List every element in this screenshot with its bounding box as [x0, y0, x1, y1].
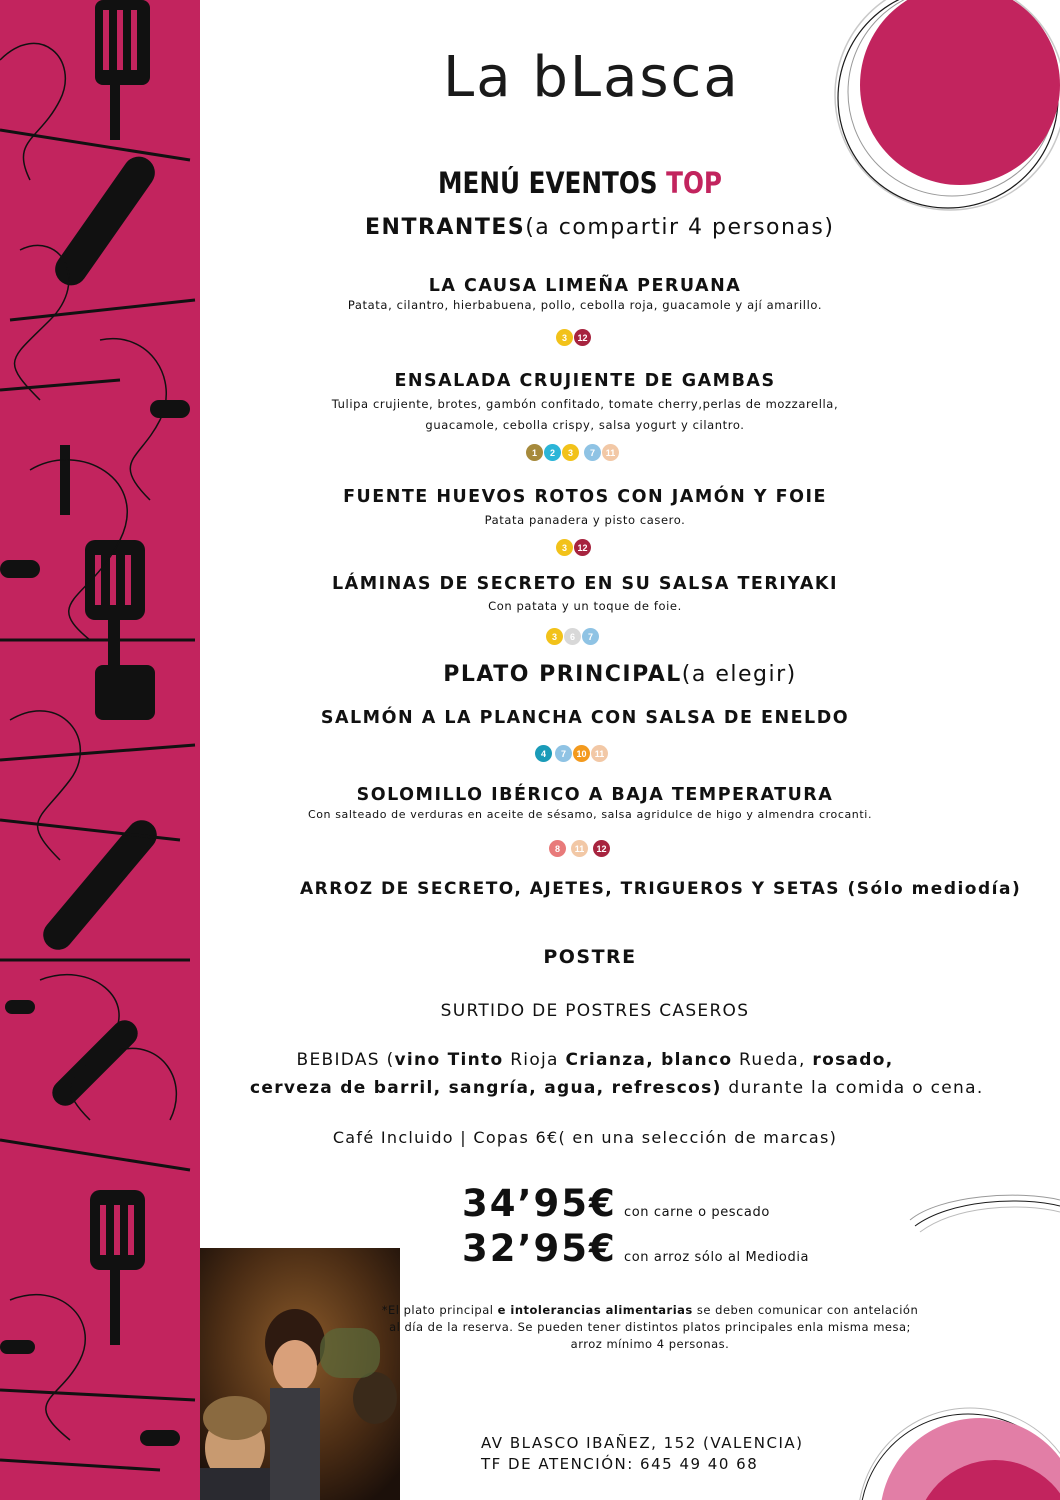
postre-heading: POSTRE	[543, 946, 637, 968]
price-note: con arroz sólo al Mediodia	[624, 1250, 810, 1265]
allergen-badges	[546, 628, 599, 645]
principal-heading: PLATO PRINCIPAL(a elegir)	[443, 662, 797, 687]
allergen-badge: 12	[593, 840, 610, 857]
address-line: AV BLASCO IBAÑEZ, 152 (VALENCIA)	[481, 1434, 804, 1452]
allergen-badge: 8	[549, 840, 566, 857]
entrantes-heading: ENTRANTES(a compartir 4 personas)	[365, 215, 835, 240]
phone-line: TF DE ATENCIÓN: 645 49 40 68	[481, 1455, 759, 1473]
dish-desc: Tulipa crujiente, brotes, gambón confitado, tomate cherry,perlas de mozzarella,	[331, 397, 839, 411]
dish-name: ENSALADA CRUJIENTE DE GAMBAS	[394, 371, 776, 391]
allergen-badge: 3	[556, 329, 573, 346]
footnote-line1: *El plato principal e intolerancias alimentarias se deben comunicar con antelación	[381, 1303, 919, 1317]
dish-desc: Con patata y un toque de foie.	[488, 599, 682, 613]
footnote-line2: al día de la reserva. Se pueden tener distintos platos principales enla misma mesa;	[389, 1320, 911, 1334]
dish-desc: guacamole, cebolla crispy, salsa yogurt y cilantro.	[425, 418, 745, 432]
allergen-badges	[556, 539, 591, 556]
allergen-badge: 3	[562, 444, 579, 461]
allergen-badge: 12	[574, 539, 591, 556]
dish-name: LA CAUSA LIMEÑA PERUANA	[428, 276, 742, 296]
allergen-badge: 11	[591, 745, 608, 762]
price-amount: 34’95€	[462, 1182, 617, 1225]
postre-item: SURTIDO DE POSTRES CASEROS	[440, 1001, 750, 1021]
price-note: con carne o pescado	[624, 1205, 770, 1220]
allergen-badge: 11	[602, 444, 619, 461]
menu-title: MENÚ EVENTOS TOP	[438, 166, 722, 200]
allergen-badges	[526, 444, 619, 461]
sidebar-pattern	[0, 0, 200, 1500]
bebidas-line1: BEBIDAS (vino Tinto Rioja Crianza, blanco Rueda, rosado,	[296, 1050, 894, 1070]
allergen-badge: 7	[582, 628, 599, 645]
dish-name: LÁMINAS DE SECRETO EN SU SALSA TERIYAKI	[332, 574, 838, 594]
title-accent: TOP	[666, 166, 722, 200]
allergen-badge: 12	[574, 329, 591, 346]
allergen-badge: 11	[571, 840, 588, 857]
address-block	[481, 1433, 821, 1475]
allergen-badge: 4	[535, 745, 552, 762]
allergen-badge: 7	[584, 444, 601, 461]
allergen-badge: 3	[546, 628, 563, 645]
allergen-badge: 3	[556, 539, 573, 556]
dish-name: ARROZ DE SECRETO, AJETES, TRIGUEROS Y SETAS (Sólo mediodía)	[300, 879, 1022, 899]
allergen-badges	[535, 745, 608, 762]
allergen-badge: 10	[573, 745, 590, 762]
dish-desc: Patata, cilantro, hierbabuena, pollo, cebolla roja, guacamole y ají amarillo.	[347, 298, 823, 312]
price-amount: 32’95€	[462, 1227, 617, 1270]
footnote-line3: arroz mínimo 4 personas.	[570, 1337, 730, 1351]
dish-name: SALMÓN A LA PLANCHA CON SALSA DE ENELDO	[320, 708, 850, 728]
allergen-badges	[556, 329, 591, 346]
dish-desc: Con salteado de verduras en aceite de sésamo, salsa agridulce de higo y almendra crocanti.	[307, 808, 873, 821]
dish-name: SOLOMILLO IBÉRICO A BAJA TEMPERATURA	[356, 785, 834, 805]
bebidas-line2: cerveza de barril, sangría, agua, refrescos) durante la comida o cena.	[250, 1078, 984, 1098]
cafe-line: Café Incluido | Copas 6€( en una selección de marcas)	[332, 1128, 838, 1147]
brand-logo: La bLasca	[443, 45, 740, 110]
allergen-badge: 7	[555, 745, 572, 762]
dish-name: FUENTE HUEVOS ROTOS CON JAMÓN Y FOIE	[343, 487, 827, 507]
dish-desc: Patata panadera y pisto casero.	[484, 513, 686, 527]
menu-content	[200, 0, 1060, 1500]
allergen-badges	[549, 840, 610, 857]
allergen-badge: 6	[564, 628, 581, 645]
allergen-badge: 2	[544, 444, 561, 461]
allergen-badge: 1	[526, 444, 543, 461]
cutlery-pattern-icon	[0, 0, 200, 1500]
